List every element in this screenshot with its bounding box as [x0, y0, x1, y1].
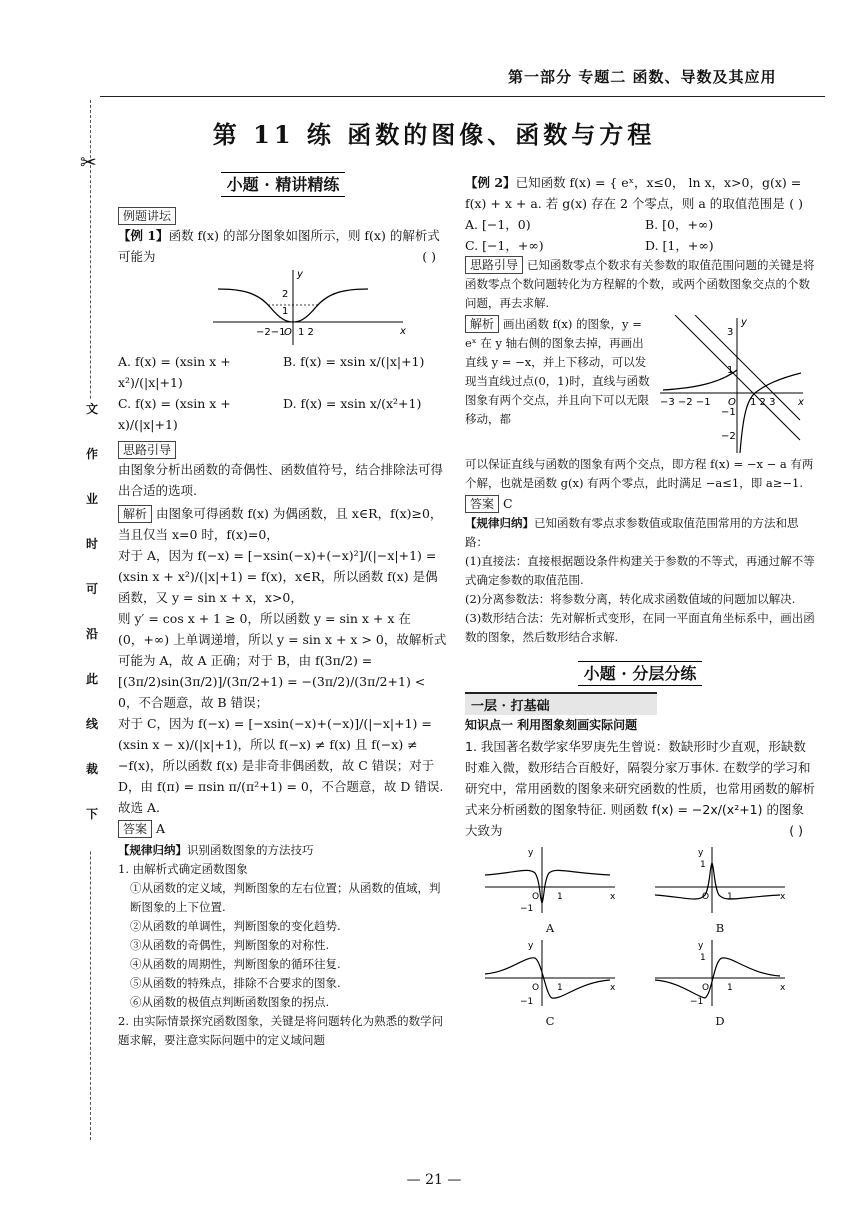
- svg-text:1 2: 1 2: [298, 327, 314, 338]
- svg-text:1: 1: [727, 892, 733, 902]
- rule-item: ①从函数的定义域，判断图象的左右位置；从函数的值域，判断图象的上下位置.: [130, 881, 441, 914]
- example1-options: [118, 351, 448, 435]
- forum-tag: 例题讲坛: [118, 207, 176, 225]
- page-title: 第 11 练 函数的图像、函数与方程: [212, 120, 656, 149]
- svg-text:y: y: [698, 848, 704, 858]
- svg-text:1: 1: [727, 365, 734, 376]
- svg-text:O: O: [728, 397, 736, 408]
- svg-text:y: y: [528, 941, 534, 951]
- rule-summary: 【规律归纳】已知函数有零点求参数值或取值范围常用的方法和思路：: [465, 516, 799, 549]
- knowledge-point: 知识点一 利用图象刻画实际问题: [465, 718, 638, 732]
- side-char: 下: [83, 805, 101, 850]
- side-char: 可: [83, 580, 101, 625]
- option-d[interactable]: D. [1，+∞): [645, 238, 714, 253]
- rule-item: ②从函数的单调性，判断图象的变化趋势.: [130, 919, 341, 933]
- left-column: [118, 172, 448, 1050]
- example1-analysis: 解析 由图象可得函数 f(x) 为偶函数，且 x∈R，f(x)≥0，当且仅当 x=0 时，f(x)=0，: [118, 506, 443, 542]
- option-c[interactable]: C. f(x) = (xsin x + x)/(|x|+1): [118, 396, 231, 432]
- rule-item: 1. 由解析式确定函数图象: [118, 862, 248, 876]
- svg-text:O: O: [702, 983, 710, 993]
- rule-item: 2. 由实际情景探究函数图象，关键是将问题转化为熟悉的数学问题求解，要注意实际问题中的定义域问题: [118, 1014, 444, 1047]
- example1-guide: 由图象分析出函数的奇偶性、函数值符号，结合排除法可得出合适的选项.: [118, 462, 444, 498]
- svg-text:−2−1: −2−1: [256, 327, 286, 338]
- svg-text:−1: −1: [690, 997, 704, 1007]
- side-char: 作: [83, 445, 101, 490]
- side-cut-text: [83, 400, 101, 850]
- rule-item: ⑥从函数的极值点判断函数图象的拐点.: [130, 995, 330, 1009]
- option-b[interactable]: B. [0，+∞): [645, 217, 714, 232]
- example2-guide: 思路引导 已知函数零点个数求有关参数的取值范围问题的关键是将函数零点个数问题转化为方程解的个数，或两个函数图象交点的个数问题，再去求解.: [465, 258, 815, 310]
- rule-item: (2)分离参数法：将参数分离，转化成求函数值域的问题加以解决.: [465, 592, 796, 606]
- svg-text:−2: −2: [721, 431, 736, 442]
- example2-analysis-cont: 可以保证直线与函数的图象有两个交点，即方程 f(x) = −x − a 有两个解，也就是函数 g(x) 有两个零点，此时满足 −a≤1，即 a≥−1.: [465, 457, 814, 490]
- svg-text:−1: −1: [721, 407, 736, 418]
- example2-question: 【例 2】已知函数 f(x) = { eˣ，x≤0， ln x，x>0，g(x) = f(x) + x + a. 若 g(x) 存在 2 个零点，则 a 的取值范围是 ( ): [465, 175, 803, 211]
- svg-text:y: y: [741, 317, 747, 328]
- choice-graph-a[interactable]: y x O 1 −1 A: [465, 845, 635, 938]
- svg-text:y: y: [297, 269, 303, 280]
- graph-a: [480, 845, 620, 915]
- svg-text:1: 1: [727, 983, 733, 993]
- svg-text:x: x: [780, 983, 786, 993]
- scissors-icon: ✂: [80, 150, 97, 174]
- svg-text:1 2 3: 1 2 3: [750, 397, 776, 408]
- choice-graph-d[interactable]: y x 1 O 1 −1 D: [635, 938, 805, 1031]
- rule-summary: 【规律归纳】识别函数图象的方法技巧: [118, 843, 314, 857]
- svg-text:1: 1: [700, 953, 706, 963]
- example2-answer: 答案 C: [465, 493, 815, 514]
- svg-text:2: 2: [282, 289, 289, 300]
- option-d[interactable]: D. f(x) = xsin x/(x²+1): [283, 396, 422, 411]
- svg-text:1: 1: [282, 306, 289, 317]
- header-divider: [100, 96, 825, 97]
- rule-item: (3)数形结合法：先对解析式变形，在同一平面直角坐标系中，画出函数的图象，然后数形结合求解.: [465, 611, 815, 644]
- example2-analysis: 解析 画出函数 f(x) 的图象，y = eˣ 在 y 轴右侧的图象去掉，再画出直线 y = −x，并上下移动，可以发现当直线过点(0，1)时，直线与函数图象有两个交点，并且向下可以无限移动，都: [465, 317, 650, 426]
- side-char: 文: [83, 400, 101, 445]
- analysis-para: 对于 A，因为 f(−x) = [−xsin(−x)+(−x)²]/(|−x|+1) = (xsin x + x²)/(|x|+1) = f(x)，x∈R，所以函数 f(x) 是偶函数，又 y = sin x + x，x>0，: [118, 548, 438, 605]
- rule-item: (1)直接法：直接根据题设条件构建关于参数的不等式，再通过解不等式确定参数的取值范围.: [465, 554, 815, 587]
- svg-text:O: O: [284, 327, 292, 338]
- breadcrumb: 第一部分 专题二 函数、导数及其应用: [508, 68, 777, 86]
- analysis-para: 对于 C，因为 f(−x) = [−xsin(−x)+(−x)]/(|−x|+1) = (xsin x − x)/(|x|+1)，所以 f(−x) ≠ f(x) 且 f(−x) ≠ −f(x)，所以函数 f(x) 是非奇非偶函数，故 C 错误；对于 D，由 f(π) = πsin π/(π²+1) = 0，不合题意，故 D 错误. 故选 A.: [118, 716, 444, 815]
- side-char: 沿: [83, 625, 101, 670]
- svg-text:1: 1: [700, 860, 706, 870]
- option-a[interactable]: A. f(x) = (xsin x + x²)/(|x|+1): [118, 354, 231, 390]
- guide-tag: 思路引导: [118, 441, 176, 459]
- svg-text:x: x: [610, 983, 616, 993]
- option-b[interactable]: B. f(x) = xsin x/(|x|+1): [283, 354, 425, 369]
- rule-item: ⑤从函数的特殊点，排除不合要求的图象.: [130, 976, 341, 990]
- example1-question: 【例 1】函数 f(x) 的部分图象如图所示，则 f(x) 的解析式可能为 ( ): [118, 228, 440, 264]
- svg-text:y: y: [698, 941, 704, 951]
- layer-title: 一层 · 打基础: [465, 692, 657, 715]
- section-title: 小题 · 精讲精练: [118, 172, 448, 195]
- svg-text:−3 −2 −1: −3 −2 −1: [660, 397, 711, 408]
- choice-graph-b[interactable]: y x 1 O 1 B: [635, 845, 805, 938]
- example1-answer: 答案 A: [118, 818, 448, 839]
- section-title-2: 小题 · 分层分练: [465, 661, 815, 684]
- example1-graph: [208, 267, 408, 347]
- question-1: 1. 我国著名数学家华罗庚先生曾说：数缺形时少直观，形缺数时难入微，数形结合百般好，隔裂分家万事休. 在数学的学习和研究中，常用函数的图象来研究函数的性质，也常用函数的解析式来分析函数的图象特征. 则函数 f(x) = −2x/(x²+1) 的图象大致为 ( ): [465, 739, 816, 838]
- svg-text:1: 1: [557, 983, 563, 993]
- svg-text:3: 3: [727, 327, 734, 338]
- svg-text:x: x: [798, 397, 804, 408]
- example2-graph: [655, 315, 805, 455]
- rule-item: ④从函数的周期性，判断图象的循环往复.: [130, 957, 341, 971]
- example2-options: [465, 214, 815, 256]
- svg-text:O: O: [532, 892, 540, 902]
- svg-text:x: x: [780, 892, 786, 902]
- side-char: 此: [83, 670, 101, 715]
- side-char: 裁: [83, 760, 101, 805]
- option-c[interactable]: C. [−1，+∞): [465, 238, 544, 253]
- svg-text:x: x: [610, 892, 616, 902]
- graph-d: [650, 938, 790, 1008]
- svg-text:O: O: [702, 892, 710, 902]
- svg-text:y: y: [528, 848, 534, 858]
- option-a[interactable]: A. [−1，0): [465, 217, 531, 232]
- svg-text:−1: −1: [520, 997, 534, 1007]
- rule-item: ③从函数的奇偶性，判断图象的对称性.: [130, 938, 330, 952]
- svg-text:x: x: [400, 326, 406, 337]
- right-column: [465, 172, 815, 1031]
- side-char: 线: [83, 715, 101, 760]
- graph-c: [480, 938, 620, 1008]
- choice-graph-c[interactable]: y x O 1 −1 C: [465, 938, 635, 1031]
- graph-b: [650, 845, 790, 915]
- side-char: 时: [83, 535, 101, 580]
- side-char: 业: [83, 490, 101, 535]
- svg-text:1: 1: [557, 892, 563, 902]
- choice-graphs: [465, 845, 805, 1031]
- svg-text:−1: −1: [520, 904, 534, 914]
- page-number: — 21 —: [406, 1172, 462, 1188]
- svg-text:O: O: [532, 983, 540, 993]
- analysis-para: 则 y′ = cos x + 1 ≥ 0，所以函数 y = sin x + x 在 (0，+∞) 上单调递增，所以 y = sin x + x > 0，故解析式可能为 A，故 A 正确；对于 B，由 f(3π/2) = [(3π/2)sin(3π/2)]/(3π/2+1) = −(3π/2)/(3π/2+1) < 0，不合题意，故 B 错误；: [118, 611, 447, 710]
